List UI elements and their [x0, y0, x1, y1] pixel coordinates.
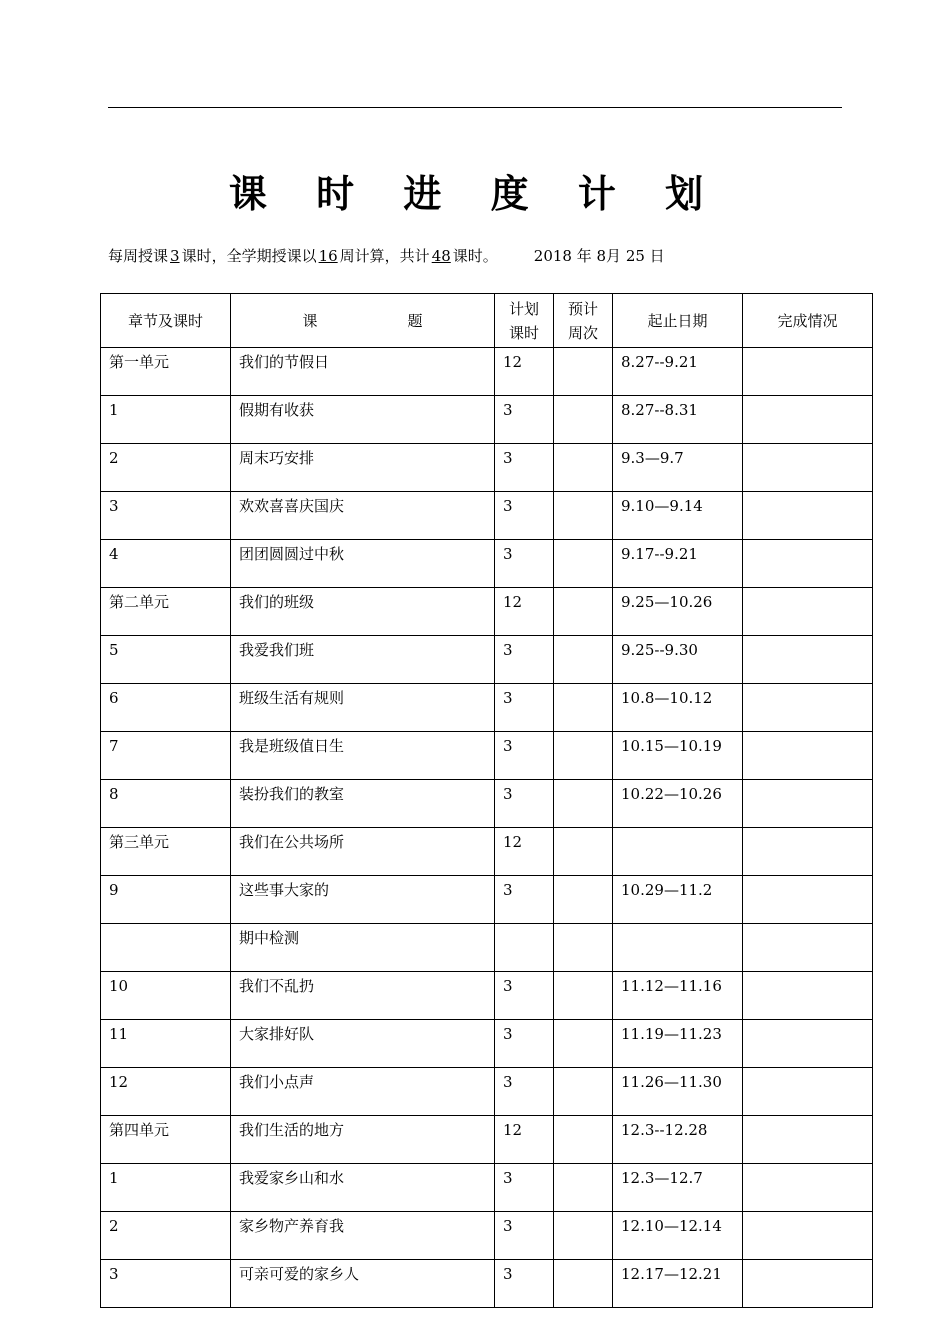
cell-topic: 团团圆圆过中秋	[231, 540, 495, 588]
cell-planned-hours: 3	[495, 1020, 554, 1068]
cell-chapter: 2	[101, 444, 231, 492]
cell-dates: 11.19—11.23	[613, 1020, 743, 1068]
cell-chapter: 10	[101, 972, 231, 1020]
cell-topic: 我们小点声	[231, 1068, 495, 1116]
cell-completion	[743, 732, 873, 780]
table-row	[101, 1116, 873, 1164]
cell-planned-hours: 12	[495, 348, 554, 396]
cell-chapter: 6	[101, 684, 231, 732]
cell-expected-week	[554, 396, 613, 444]
cell-expected-week	[554, 732, 613, 780]
cell-expected-week	[554, 348, 613, 396]
cell-completion	[743, 1116, 873, 1164]
cell-dates	[613, 828, 743, 876]
cell-planned-hours: 3	[495, 1212, 554, 1260]
cell-dates: 8.27--9.21	[613, 348, 743, 396]
cell-expected-week	[554, 636, 613, 684]
cell-planned-hours: 3	[495, 780, 554, 828]
table-header-row	[101, 294, 873, 348]
cell-planned-hours: 3	[495, 732, 554, 780]
cell-expected-week	[554, 780, 613, 828]
cell-topic: 我爱我们班	[231, 636, 495, 684]
cell-planned-hours: 3	[495, 876, 554, 924]
cell-chapter: 12	[101, 1068, 231, 1116]
cell-chapter: 第二单元	[101, 588, 231, 636]
cell-dates: 11.12—11.16	[613, 972, 743, 1020]
table-row	[101, 1212, 873, 1260]
cell-planned-hours: 12	[495, 1116, 554, 1164]
cell-topic: 可亲可爱的家乡人	[231, 1260, 495, 1308]
cell-dates: 12.17—12.21	[613, 1260, 743, 1308]
header-topic-a: 课	[302, 311, 318, 330]
table-row	[101, 1068, 873, 1116]
cell-completion	[743, 876, 873, 924]
cell-chapter: 1	[101, 1164, 231, 1212]
cell-chapter: 2	[101, 1212, 231, 1260]
cell-planned-hours: 3	[495, 396, 554, 444]
cell-planned-hours: 3	[495, 1260, 554, 1308]
cell-dates: 9.3—9.7	[613, 444, 743, 492]
cell-completion	[743, 588, 873, 636]
cell-expected-week	[554, 876, 613, 924]
cell-chapter: 9	[101, 876, 231, 924]
cell-chapter: 8	[101, 780, 231, 828]
cell-topic: 我爱家乡山和水	[231, 1164, 495, 1212]
table-row	[101, 444, 873, 492]
table-row	[101, 396, 873, 444]
cell-dates: 8.27--8.31	[613, 396, 743, 444]
header-planned-hours	[495, 294, 554, 348]
table-row	[101, 492, 873, 540]
cell-expected-week	[554, 588, 613, 636]
table-row	[101, 1260, 873, 1308]
cell-chapter: 3	[101, 492, 231, 540]
header-planned-hours-line2: 课时	[508, 323, 539, 342]
cell-dates	[613, 924, 743, 972]
cell-completion	[743, 828, 873, 876]
info-suffix: 课时。	[452, 247, 498, 265]
cell-completion	[743, 1164, 873, 1212]
cell-completion	[743, 348, 873, 396]
info-prefix: 每周授课	[108, 247, 169, 265]
cell-dates: 9.25—10.26	[613, 588, 743, 636]
cell-topic: 班级生活有规则	[231, 684, 495, 732]
cell-completion	[743, 780, 873, 828]
cell-topic: 我们的节假日	[231, 348, 495, 396]
cell-completion	[743, 636, 873, 684]
table-row	[101, 684, 873, 732]
header-expected-week	[554, 294, 613, 348]
cell-expected-week	[554, 1020, 613, 1068]
cell-topic: 我们的班级	[231, 588, 495, 636]
table-row	[101, 588, 873, 636]
cell-completion	[743, 1260, 873, 1308]
cell-chapter: 4	[101, 540, 231, 588]
info-mid1: 课时，全学期授课以	[181, 247, 317, 265]
cell-expected-week	[554, 1068, 613, 1116]
cell-dates: 11.26—11.30	[613, 1068, 743, 1116]
cell-dates: 12.10—12.14	[613, 1212, 743, 1260]
cell-planned-hours: 3	[495, 636, 554, 684]
table-row	[101, 924, 873, 972]
cell-expected-week	[554, 924, 613, 972]
cell-dates: 12.3—12.7	[613, 1164, 743, 1212]
header-completion: 完成情况	[743, 294, 873, 348]
cell-expected-week	[554, 972, 613, 1020]
cell-dates: 9.25--9.30	[613, 636, 743, 684]
table-row	[101, 732, 873, 780]
cell-planned-hours: 12	[495, 588, 554, 636]
cell-expected-week	[554, 1164, 613, 1212]
cell-planned-hours: 3	[495, 684, 554, 732]
header-planned-hours-line1: 计划	[508, 299, 539, 318]
table-row	[101, 972, 873, 1020]
cell-completion	[743, 924, 873, 972]
cell-expected-week	[554, 1116, 613, 1164]
cell-dates: 10.8—10.12	[613, 684, 743, 732]
cell-planned-hours: 3	[495, 972, 554, 1020]
table-row	[101, 540, 873, 588]
cell-chapter	[101, 924, 231, 972]
cell-topic: 期中检测	[231, 924, 495, 972]
table-row	[101, 348, 873, 396]
table-row	[101, 1020, 873, 1068]
cell-completion	[743, 492, 873, 540]
cell-topic: 大家排好队	[231, 1020, 495, 1068]
cell-topic: 假期有收获	[231, 396, 495, 444]
table-row	[101, 828, 873, 876]
page-title: 课 时 进 度 计 划	[228, 172, 722, 216]
cell-expected-week	[554, 1212, 613, 1260]
cell-completion	[743, 396, 873, 444]
cell-chapter: 第四单元	[101, 1116, 231, 1164]
cell-expected-week	[554, 684, 613, 732]
table-row	[101, 876, 873, 924]
cell-expected-week	[554, 540, 613, 588]
cell-topic: 家乡物产养育我	[231, 1212, 495, 1260]
cell-chapter: 5	[101, 636, 231, 684]
total-hours: 48	[431, 247, 451, 265]
cell-dates: 10.22—10.26	[613, 780, 743, 828]
cell-completion	[743, 1020, 873, 1068]
header-rule	[108, 107, 842, 108]
table-row	[101, 780, 873, 828]
semester-weeks: 16	[318, 247, 338, 265]
cell-chapter: 第一单元	[101, 348, 231, 396]
cell-topic: 我们生活的地方	[231, 1116, 495, 1164]
cell-topic: 这些事大家的	[231, 876, 495, 924]
course-info-line	[108, 244, 868, 268]
cell-topic: 我们在公共场所	[231, 828, 495, 876]
cell-chapter: 3	[101, 1260, 231, 1308]
header-topic	[231, 294, 495, 348]
table-row	[101, 1164, 873, 1212]
cell-chapter: 11	[101, 1020, 231, 1068]
header-dates: 起止日期	[613, 294, 743, 348]
header-chapter: 章节及课时	[101, 294, 231, 348]
cell-expected-week	[554, 1260, 613, 1308]
cell-planned-hours: 3	[495, 1164, 554, 1212]
cell-planned-hours: 3	[495, 444, 554, 492]
cell-dates: 9.10—9.14	[613, 492, 743, 540]
table-row	[101, 636, 873, 684]
cell-topic: 我们不乱扔	[231, 972, 495, 1020]
cell-completion	[743, 684, 873, 732]
cell-expected-week	[554, 828, 613, 876]
cell-dates: 10.15—10.19	[613, 732, 743, 780]
plan-date: 2018 年 8月 25 日	[533, 247, 665, 265]
cell-topic: 周末巧安排	[231, 444, 495, 492]
cell-expected-week	[554, 492, 613, 540]
cell-chapter: 第三单元	[101, 828, 231, 876]
cell-completion	[743, 1212, 873, 1260]
cell-chapter: 7	[101, 732, 231, 780]
header-expected-week-line2: 周次	[567, 323, 598, 342]
cell-dates: 10.29—11.2	[613, 876, 743, 924]
cell-planned-hours: 3	[495, 1068, 554, 1116]
weekly-hours: 3	[170, 247, 180, 265]
cell-chapter: 1	[101, 396, 231, 444]
cell-planned-hours: 3	[495, 492, 554, 540]
schedule-table	[100, 293, 873, 1308]
cell-topic: 我是班级值日生	[231, 732, 495, 780]
header-expected-week-line1: 预计	[567, 299, 598, 318]
cell-completion	[743, 1068, 873, 1116]
header-topic-b: 题	[407, 311, 423, 330]
cell-dates: 12.3--12.28	[613, 1116, 743, 1164]
cell-planned-hours: 12	[495, 828, 554, 876]
info-mid2: 周计算，共计	[339, 247, 430, 265]
cell-completion	[743, 540, 873, 588]
cell-expected-week	[554, 444, 613, 492]
cell-completion	[743, 444, 873, 492]
cell-dates: 9.17--9.21	[613, 540, 743, 588]
cell-topic: 欢欢喜喜庆国庆	[231, 492, 495, 540]
cell-planned-hours: 3	[495, 540, 554, 588]
cell-planned-hours	[495, 924, 554, 972]
cell-completion	[743, 972, 873, 1020]
cell-topic: 装扮我们的教室	[231, 780, 495, 828]
